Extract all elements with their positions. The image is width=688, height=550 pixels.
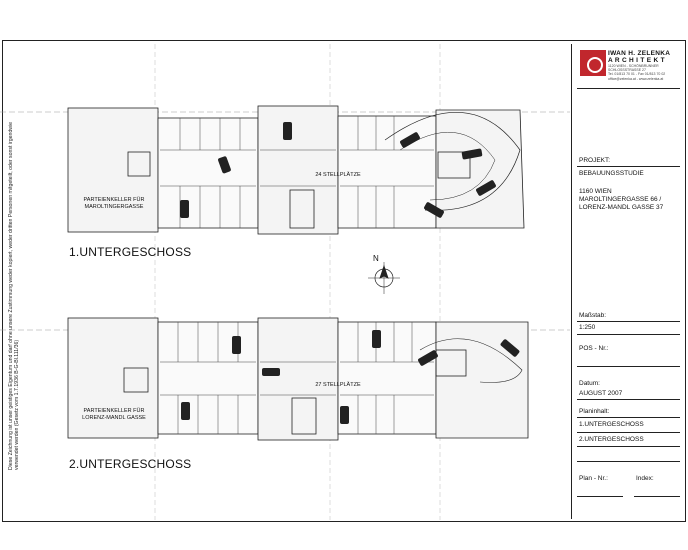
firm-name: IWAN H. ZELENKA — [608, 50, 671, 57]
plan-1-keller-label: PARTEIENKELLER FÜR MAROLTINGERGASSE — [83, 197, 145, 210]
north-label: N — [373, 254, 379, 263]
datum-value: AUGUST 2007 — [579, 390, 623, 397]
copyright-note: Diese Zeichnung ist unser geistiges Eigentum und darf ohne unsere Zustimmung weder kopiert, weder dritten Personen mitgeteilt, oder sonst irgendwie verwendet werden (Gesetz vom 1.7.1936 B-G-Bl.111/36) — [8, 121, 21, 470]
pos-label: POS - Nr.: — [579, 345, 609, 352]
firm-subtitle: A R C H I T E K T — [608, 57, 665, 64]
massstab-value: 1:250 — [579, 324, 596, 331]
datum-label: Datum: — [579, 380, 600, 387]
plan-1-outline — [68, 106, 524, 234]
project-address-1: 1160 WIEN — [579, 188, 612, 195]
index-label: Index: — [636, 475, 654, 482]
firm-address-1: 1120 WIEN - SCHÖNBRUNNER SCHLOSSSTRASSE 27 — [608, 64, 659, 73]
plan-2-title: 2.UNTERGESCHOSS — [69, 457, 192, 471]
firm-address-3: office@zelenka.at - www.zelenka.at — [608, 76, 664, 81]
project-name: BEBAUUNGSSTUDIE — [579, 170, 644, 177]
project-address-2: MAROLTINGERGASSE 66 / — [579, 196, 662, 203]
firm-address-2: Tel. 01/813 70 01 - Fax 01/813 70 02 — [608, 72, 666, 77]
project-address-3: LORENZ-MANDL GASSE 37 — [579, 204, 664, 211]
plan-1-title: 1.UNTERGESCHOSS — [69, 245, 192, 259]
plan-2-keller-label: PARTEIENKELLER FÜR LORENZ-MANDL GASSE — [82, 408, 146, 421]
plan-nr-label: Plan - Nr.: — [579, 475, 608, 482]
north-arrow-icon — [368, 262, 400, 294]
plan-1-stellplaetze-label: 24 STELLPLÄTZE — [315, 172, 361, 178]
planinhalt-label: Planinhalt: — [579, 408, 610, 415]
project-label: PROJEKT: — [579, 157, 611, 164]
plan-2-stellplaetze-label: 27 STELLPLÄTZE — [315, 382, 361, 388]
massstab-label: Maßstab: — [579, 312, 607, 319]
planinhalt-item-2: 2.UNTERGESCHOSS — [579, 436, 644, 443]
planinhalt-item-1: 1.UNTERGESCHOSS — [579, 421, 644, 428]
